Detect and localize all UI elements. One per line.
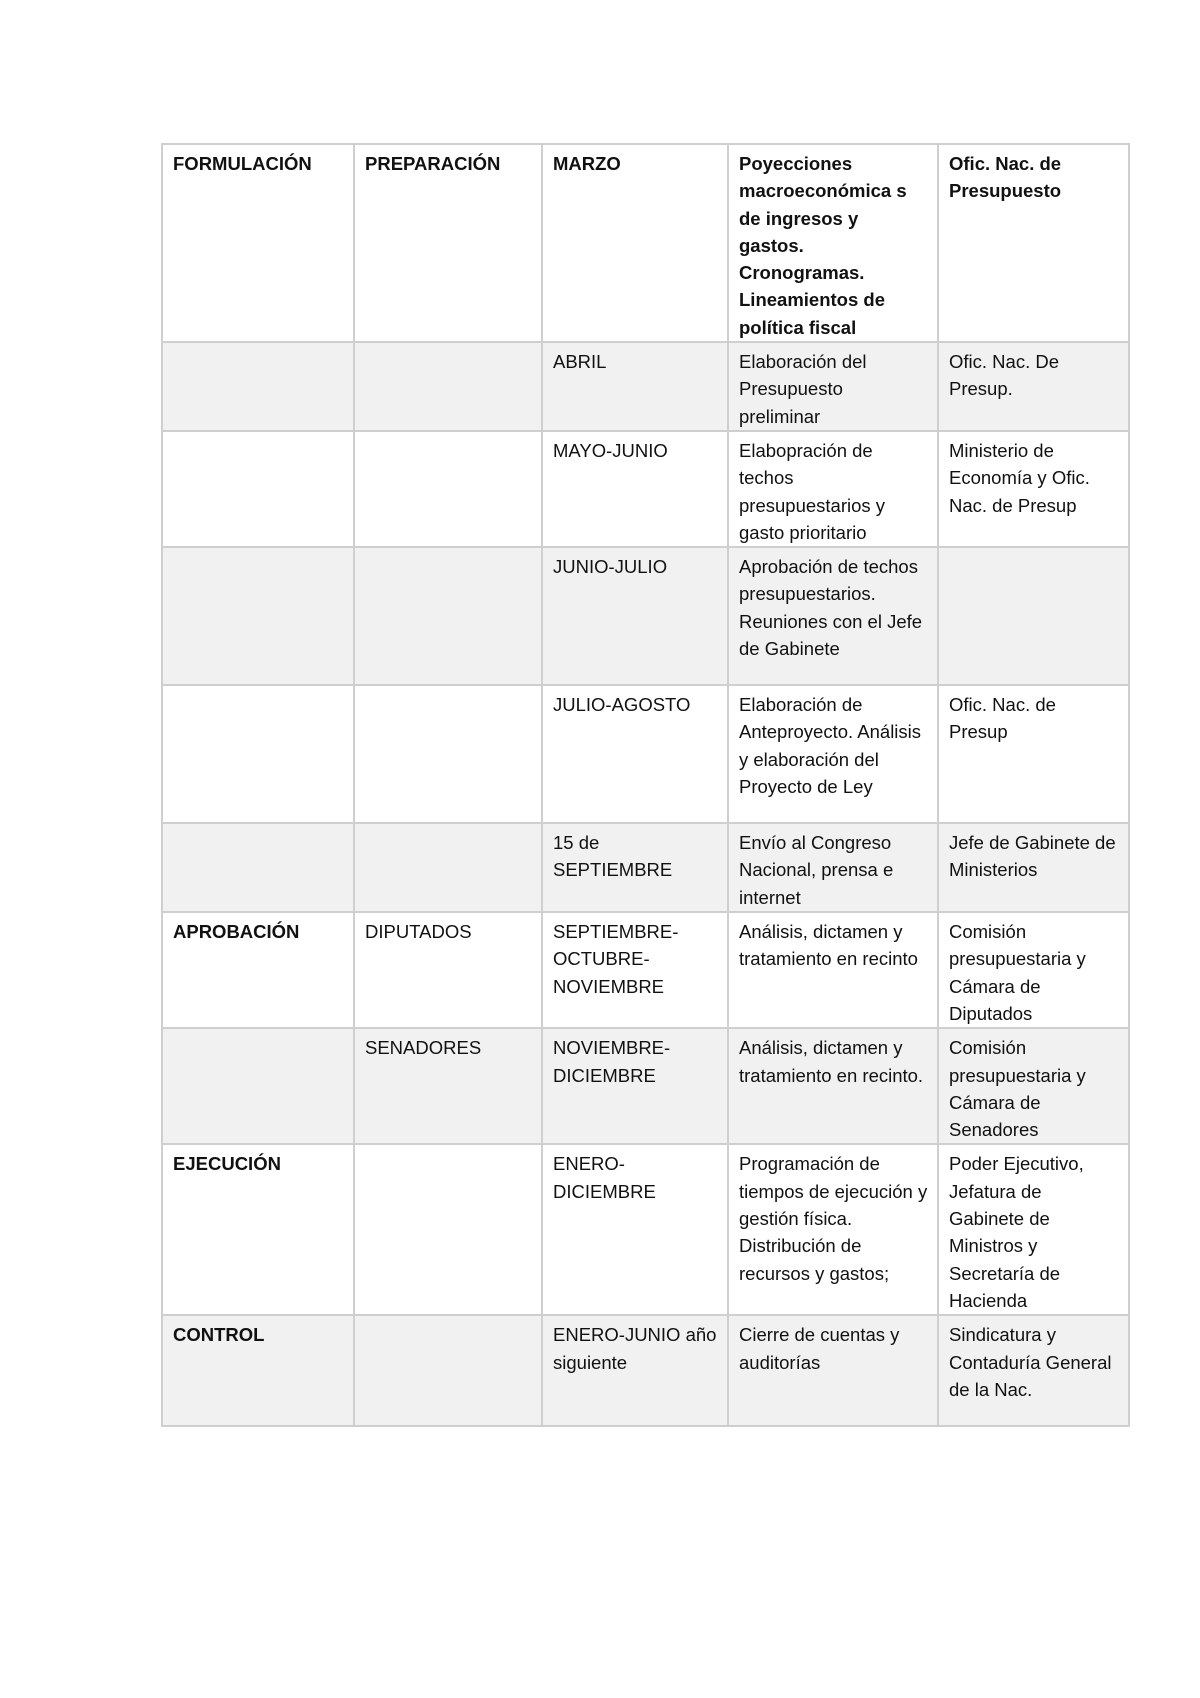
period-text: JULIO-AGOSTO — [553, 694, 691, 716]
responsible-cell — [938, 431, 1129, 547]
period-text: MARZO — [553, 153, 621, 174]
period-text: ENERO- DICIEMBRE — [553, 1153, 656, 1202]
table-row — [162, 823, 1129, 912]
phase-cell — [162, 144, 354, 342]
responsible-cell — [938, 1315, 1129, 1426]
table-row — [162, 1144, 1129, 1315]
table-row — [162, 342, 1129, 431]
activity-cell — [728, 1315, 938, 1426]
activity-cell — [728, 912, 938, 1028]
activity-cell — [728, 1144, 938, 1315]
activity-cell — [728, 547, 938, 685]
phase-cell — [162, 431, 354, 547]
table-row — [162, 431, 1129, 547]
stage-cell — [354, 912, 542, 1028]
activity-text: Cierre de cuentas y auditorías — [739, 1324, 900, 1373]
budget-cycle-table — [161, 143, 1130, 1427]
stage-cell — [354, 144, 542, 342]
activity-cell — [728, 342, 938, 431]
responsible-text: Comisión presupuestaria y Cámara de Diputados — [949, 921, 1086, 1024]
period-text: SEPTIEMBRE- OCTUBRE- NOVIEMBRE — [553, 921, 679, 997]
responsible-text: Jefe de Gabinete de Ministerios — [949, 832, 1116, 881]
stage-cell — [354, 342, 542, 431]
stage-text: SENADORES — [365, 1037, 482, 1059]
period-text: JUNIO-JULIO — [553, 556, 668, 578]
responsible-cell — [938, 685, 1129, 823]
period-cell — [542, 342, 728, 431]
period-cell — [542, 823, 728, 912]
stage-text: DIPUTADOS — [365, 921, 472, 943]
responsible-cell — [938, 547, 1129, 685]
stage-cell — [354, 1315, 542, 1426]
activity-cell — [728, 144, 938, 342]
activity-cell — [728, 1028, 938, 1144]
period-cell — [542, 144, 728, 342]
phase-cell — [162, 1315, 354, 1426]
activity-cell — [728, 431, 938, 547]
phase-cell — [162, 823, 354, 912]
period-cell — [542, 1315, 728, 1426]
activity-text: Programación de tiempos de ejecución y gestión física. Distribución de recursos y gastos; — [739, 1153, 928, 1284]
period-cell — [542, 1144, 728, 1315]
period-cell — [542, 685, 728, 823]
phase-cell — [162, 1144, 354, 1315]
stage-cell — [354, 1144, 542, 1315]
period-text: MAYO-JUNIO — [553, 439, 668, 461]
table-row — [162, 685, 1129, 823]
responsible-text: Comisión presupuestaria y Cámara de Senadores — [949, 1037, 1086, 1141]
responsible-cell — [938, 912, 1129, 1028]
stage-cell — [354, 685, 542, 823]
stage-cell — [354, 1028, 542, 1144]
period-text: 15 de SEPTIEMBRE — [553, 832, 673, 881]
table-row — [162, 1028, 1129, 1144]
phase-cell — [162, 547, 354, 685]
responsible-text: Ministerio de Economía y Ofic. Nac. de Presup — [949, 439, 1090, 516]
responsible-text: Ofic. Nac. de Presupuesto — [949, 153, 1062, 202]
stage-cell — [354, 823, 542, 912]
activity-text: Elabopración de techos presupuestarios y gasto prioritario — [739, 439, 886, 543]
responsible-text: Sindicatura y Contaduría General de la Nac. — [949, 1324, 1112, 1400]
stage-cell — [354, 431, 542, 547]
period-text: ENERO-JUNIO año siguiente — [553, 1324, 717, 1373]
phase-cell — [162, 685, 354, 823]
phase-cell — [162, 912, 354, 1028]
period-cell — [542, 1028, 728, 1144]
table-row — [162, 144, 1129, 342]
phase-cell — [162, 1028, 354, 1144]
phase-text: APROBACIÓN — [173, 921, 300, 943]
phase-cell — [162, 342, 354, 431]
responsible-cell — [938, 823, 1129, 912]
table-row — [162, 912, 1129, 1028]
responsible-text: Ofic. Nac. de Presup — [949, 694, 1056, 743]
period-text: NOVIEMBRE- DICIEMBRE — [553, 1037, 671, 1086]
activity-text: Aprobación de techos presupuestarios. Reuniones con el Jefe de Gabinete — [739, 556, 923, 660]
responsible-cell — [938, 1028, 1129, 1144]
activity-text: Elaboración del Presupuesto preliminar — [739, 351, 867, 427]
activity-text: Poyecciones macroeconómica s de ingresos y gastos. Cronogramas. Lineamientos de política fiscal — [739, 153, 907, 338]
activity-text: Análisis, dictamen y tratamiento en recinto — [739, 921, 918, 970]
table-row — [162, 1315, 1129, 1426]
table-row — [162, 547, 1129, 685]
responsible-text: Ofic. Nac. De Presup. — [949, 351, 1059, 400]
activity-text: Análisis, dictamen y tratamiento en recinto. — [739, 1037, 924, 1086]
phase-text: FORMULACIÓN — [173, 153, 312, 174]
stage-text: PREPARACIÓN — [365, 153, 501, 174]
activity-text: Envío al Congreso Nacional, prensa e internet — [739, 832, 894, 908]
stage-cell — [354, 547, 542, 685]
activity-cell — [728, 823, 938, 912]
period-cell — [542, 431, 728, 547]
responsible-cell — [938, 144, 1129, 342]
responsible-cell — [938, 342, 1129, 431]
period-cell — [542, 547, 728, 685]
responsible-cell — [938, 1144, 1129, 1315]
phase-text: CONTROL — [173, 1324, 265, 1346]
activity-text: Elaboración de Anteproyecto. Análisis y elaboración del Proyecto de Ley — [739, 694, 922, 798]
period-text: ABRIL — [553, 351, 607, 373]
activity-cell — [728, 685, 938, 823]
period-cell — [542, 912, 728, 1028]
phase-text: EJECUCIÓN — [173, 1153, 281, 1175]
responsible-text: Poder Ejecutivo, Jefatura de Gabinete de Ministros y Secretaría de Hacienda — [949, 1153, 1084, 1311]
